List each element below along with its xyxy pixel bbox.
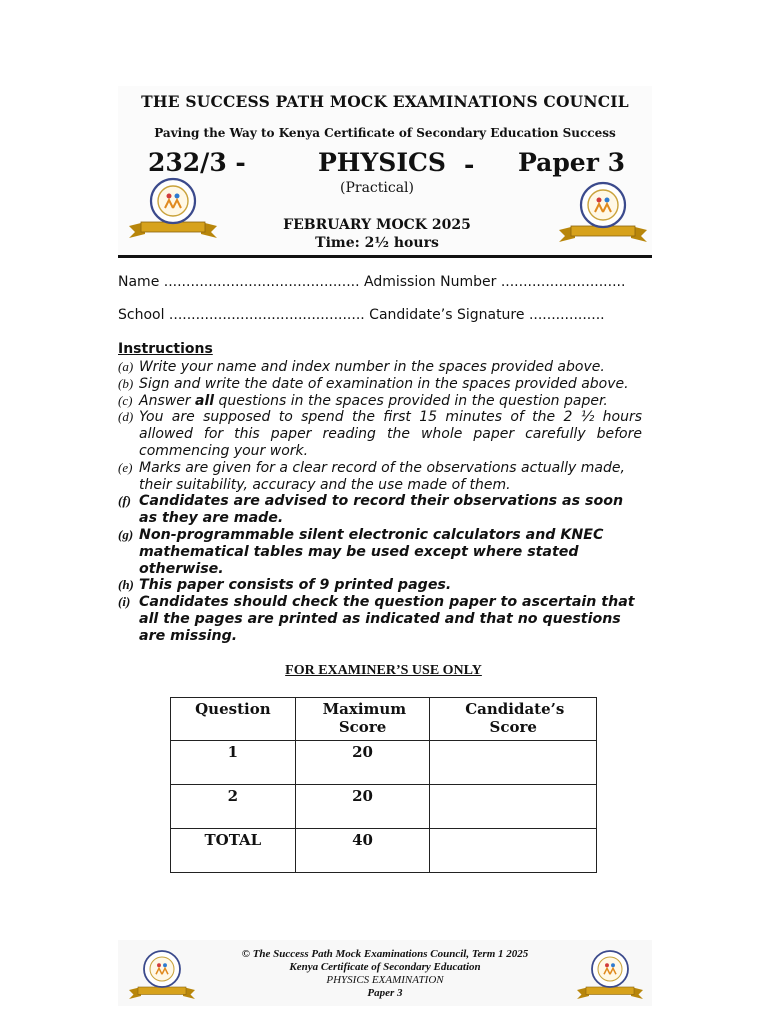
- table-row: [171, 741, 597, 785]
- instruction-text: You are supposed to spend the first 15 minutes of the 2 ½ hours allowed for this paper reading the whole paper carefully before commencing your work.: [139, 409, 642, 459]
- instruction-text: Marks are given for a clear record of the observations actually made, their suitability, accuracy and the use made of them.: [139, 459, 625, 493]
- instruction-item: [118, 527, 642, 577]
- instruction-text: Answer: [139, 392, 196, 409]
- exam-session: FEBRUARY MOCK 2025: [283, 217, 471, 233]
- instruction-item: [118, 393, 642, 410]
- instruction-item: [118, 409, 642, 459]
- candidate-score-cell[interactable]: [430, 741, 597, 785]
- instruction-item: [118, 594, 642, 644]
- instruction-label: (d): [118, 409, 134, 425]
- question-cell: 1: [171, 741, 296, 785]
- instruction-item: [118, 460, 642, 494]
- candidate-score-cell[interactable]: [430, 829, 597, 873]
- table-row: [171, 829, 597, 873]
- instruction-item: [118, 376, 642, 393]
- paper-code: 232/3 -: [148, 148, 246, 177]
- instruction-text: Candidates should check the question paper to ascertain that all the pages are printed as indicated and that no questions are missing.: [139, 594, 635, 644]
- examiner-heading: FOR EXAMINER’S USE ONLY: [285, 663, 482, 678]
- instruction-item: [118, 577, 642, 594]
- instructions-heading: Instructions: [118, 341, 213, 357]
- instructions-list: [118, 359, 642, 645]
- practical-label: (Practical): [340, 180, 414, 196]
- instruction-emphasis: all: [195, 392, 215, 409]
- max-score-cell: 40: [295, 829, 430, 873]
- column-header-max-score: [295, 698, 430, 741]
- tagline: Paving the Way to Kenya Certificate of Secondary Education Success: [154, 126, 616, 140]
- instruction-text: Sign and write the date of examination in the spaces provided above.: [139, 375, 629, 392]
- question-cell: 2: [171, 785, 296, 829]
- instruction-label: (c): [118, 392, 133, 408]
- footer-exam: PHYSICS EXAMINATION: [326, 974, 444, 986]
- instruction-text: Non-programmable silent electronic calculators and KNEC mathematical tables may be used except where stated otherwise.: [139, 526, 604, 577]
- footer-logo-right: [574, 948, 646, 1002]
- max-score-cell: 20: [295, 741, 430, 785]
- exam-time: Time: 2½ hours: [315, 235, 439, 251]
- max-score-cell: 20: [295, 785, 430, 829]
- question-cell: TOTAL: [171, 829, 296, 873]
- name-admission-line: Name ............................................ Admission Number ............................: [118, 274, 626, 290]
- council-logo-left: [125, 176, 221, 240]
- instruction-text: Candidates are advised to record their observations as soon as they are made.: [139, 493, 624, 527]
- column-header-question: Question: [171, 698, 296, 741]
- instruction-item: [118, 493, 642, 527]
- column-header-text: Candidate’s Score: [465, 700, 565, 736]
- paper-number: Paper 3: [518, 148, 625, 177]
- footer-paper: Paper 3: [367, 987, 403, 999]
- instruction-label: (e): [118, 459, 133, 475]
- instruction-label: (a): [118, 359, 134, 374]
- instruction-text: Write your name and index number in the spaces provided above.: [139, 359, 605, 375]
- subject-title: PHYSICS: [318, 148, 446, 177]
- instruction-text-cont: questions in the spaces provided in the question paper.: [214, 392, 608, 409]
- school-signature-line: School ............................................ Candidate’s Signature .................: [118, 307, 605, 323]
- score-table: [170, 697, 597, 873]
- footer-certificate: Kenya Certificate of Secondary Education: [289, 961, 481, 973]
- header-divider: [118, 255, 652, 258]
- footer-logo-left: [126, 948, 198, 1002]
- instruction-label: (g): [118, 526, 134, 542]
- instruction-label: (h): [118, 577, 134, 593]
- column-header-candidate-score: [430, 698, 597, 741]
- instruction-text: This paper consists of 9 printed pages.: [139, 577, 452, 594]
- instruction-item: [118, 359, 642, 376]
- candidate-score-cell[interactable]: [430, 785, 597, 829]
- table-row: [171, 785, 597, 829]
- instruction-label: (f): [118, 493, 131, 509]
- council-title: THE SUCCESS PATH MOCK EXAMINATIONS COUNCIL: [141, 92, 629, 111]
- council-logo-right: [555, 180, 651, 244]
- instruction-label: (i): [118, 594, 131, 610]
- instruction-label: (b): [118, 375, 134, 391]
- footer-copyright: © The Success Path Mock Examinations Council, Term 1 2025: [241, 948, 529, 960]
- column-header-text: Maximum Score: [322, 700, 407, 736]
- subject-separator: -: [464, 150, 475, 179]
- table-header-row: [171, 698, 597, 741]
